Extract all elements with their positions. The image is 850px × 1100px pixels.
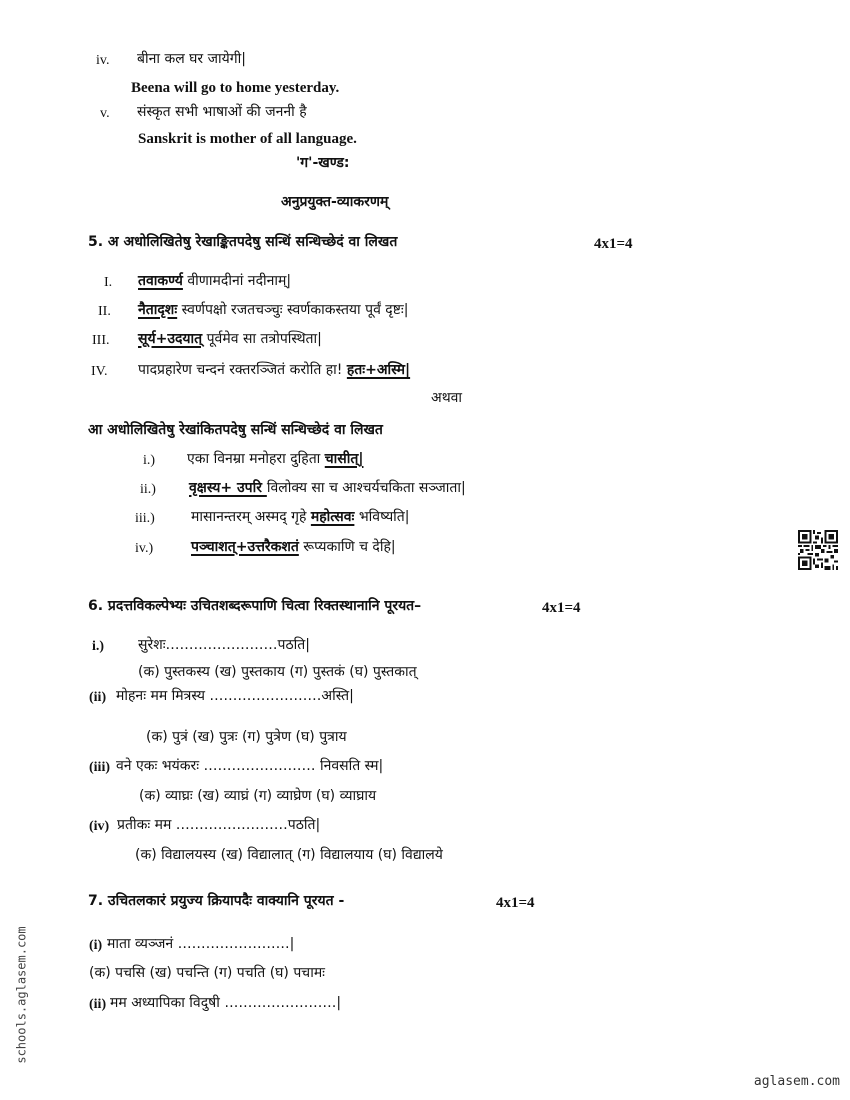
q5-item-num: II. — [98, 304, 111, 319]
hindi-sentence: संस्कृत सभी भाषाओं की जननी है — [137, 104, 307, 120]
underlined-word: सूर्य+उदयात् — [138, 331, 203, 347]
item-num: v. — [100, 106, 110, 121]
sentence-rest: स्वर्णपक्षो रजतचञ्चुः स्वर्णकाकस्तया पूर्वं दृष्टः| — [177, 302, 409, 318]
q6-item-text: वने एकः भयंकरः …………………… निवसति स्म| — [116, 758, 384, 774]
q5-alt-item-1 — [187, 450, 363, 468]
sentence-rest: वीणामदीनां नदीनाम्| — [182, 273, 292, 289]
q6-item-options: (क) व्याघ्रः (ख) व्याघ्रं (ग) व्याघ्रेण (घ) व्याघ्राय — [139, 788, 377, 804]
q7-item-options: (क) पचसि (ख) पचन्ति (ग) पचति (घ) पचामः — [89, 965, 326, 981]
q5-alt-num: ii.) — [140, 482, 156, 497]
underlined-word: नैतादृशः — [138, 302, 178, 318]
q6-item-text: सुरेशः……………………पठति| — [138, 637, 310, 653]
underlined-word: पञ्चाशत्+उत्तरैकशतं — [191, 539, 299, 555]
sentence-pre: पादप्रहारेण चन्दनं रक्तरञ्जितं करोति हा! — [138, 362, 347, 378]
q7-item-num: (ii) — [89, 997, 107, 1012]
underlined-word: हतः+अस्मि| — [346, 362, 411, 378]
q5-alt-item-2 — [189, 479, 466, 497]
q5-alt-num: i.) — [143, 453, 156, 468]
q6-item-options: (क) पुत्रं (ख) पुत्रः (ग) पुत्रेण (घ) पुत्राय — [146, 729, 347, 745]
q7-item-text: माता व्यञ्जनं ……………………| — [107, 936, 295, 952]
sentence-pre: एका विनम्रा मनोहरा दुहिता — [187, 451, 325, 467]
q5-alt-item-3 — [191, 508, 410, 526]
q6-item-num: (iv) — [89, 819, 110, 834]
q6-item-options: (क) पुस्तकस्य (ख) पुस्तकाय (ग) पुस्तकं (घ) पुस्तकात् — [138, 664, 417, 680]
side-watermark-text: schools.aglasem.com — [15, 926, 29, 1064]
q5-item-num: IV. — [91, 364, 108, 379]
sentence-rest: पूर्वमेव सा तत्रोपस्थिता| — [202, 331, 322, 347]
q5-alt-num: iii.) — [135, 511, 155, 526]
section-khand: 'ग'-खण्ड: — [296, 155, 350, 171]
q5-item-3 — [138, 330, 322, 348]
q5-marks: 4x1=4 — [594, 236, 633, 252]
or-label: अथवा — [431, 390, 463, 406]
underlined-word: चासीत्| — [324, 451, 364, 467]
q5-item-4 — [138, 361, 410, 379]
q6-marks: 4x1=4 — [542, 600, 581, 616]
q6-item-text: प्रतीकः मम ……………………पठति| — [117, 817, 321, 833]
q6-item-num: (ii) — [89, 690, 107, 705]
underlined-word: वृक्षस्य+ उपरि — [189, 480, 267, 496]
qr-code-icon — [798, 530, 838, 570]
english-sentence: Beena will go to home yesterday. — [131, 80, 340, 96]
q7-heading: 7. उचितलकारं प्रयुज्य क्रियापदैः वाक्यानि पूरयत - — [88, 893, 345, 909]
q5-item-num: III. — [92, 333, 110, 348]
q7-marks: 4x1=4 — [496, 895, 535, 911]
sentence-rest: भविष्यति| — [354, 509, 410, 525]
sentence-rest: विलोक्य सा च आश्चर्यचकिता सञ्जाता| — [266, 480, 466, 496]
q5-heading: 5. अ अधोलिखितेषु रेखाङ्कितपदेषु सन्धिं सन्धिच्छेदं वा लिखत — [88, 234, 398, 250]
sentence-rest: रूप्यकाणि च देहि| — [298, 539, 396, 555]
q5-item-2 — [138, 301, 408, 319]
item-num: iv. — [96, 53, 110, 68]
q7-item-num: (i) — [89, 938, 103, 953]
q5-alt-item-4 — [191, 538, 396, 556]
q6-heading: 6. प्रदत्तविकल्पेभ्यः उचितशब्दरूपाणि चित्वा रिक्तस्थानानि पूरयत– — [88, 598, 422, 614]
section-title: अनुप्रयुक्त-व्याकरणम् — [281, 194, 389, 210]
underlined-word: महोत्सवः — [310, 509, 355, 525]
footer-watermark: aglasem.com — [753, 1074, 840, 1089]
q5-alt-heading: आ अधोलिखितेषु रेखांकितपदेषु सन्धिं सन्धिच्छेदं वा लिखत — [88, 422, 383, 438]
q6-item-num: (iii) — [89, 760, 110, 775]
q5-item-1 — [138, 272, 291, 290]
sentence-pre: मासानन्तरम् अस्मद् गृहे — [191, 509, 311, 525]
side-watermark — [12, 900, 32, 1090]
q6-item-text: मोहनः मम मित्रस्य ……………………अस्ति| — [116, 688, 354, 704]
underlined-word: तवाकर्ण्य — [138, 273, 183, 289]
english-sentence: Sanskrit is mother of all language. — [138, 131, 357, 147]
hindi-sentence: बीना कल घर जायेगी| — [137, 51, 246, 67]
q6-item-num: i.) — [92, 639, 105, 654]
q7-item-text: मम अध्यापिका विदुषी ……………………| — [110, 995, 342, 1011]
q5-alt-num: iv.) — [135, 541, 154, 556]
q5-item-num: I. — [104, 275, 113, 290]
q6-item-options: (क) विद्यालयस्य (ख) विद्यालात् (ग) विद्यालयाय (घ) विद्यालये — [135, 847, 443, 863]
